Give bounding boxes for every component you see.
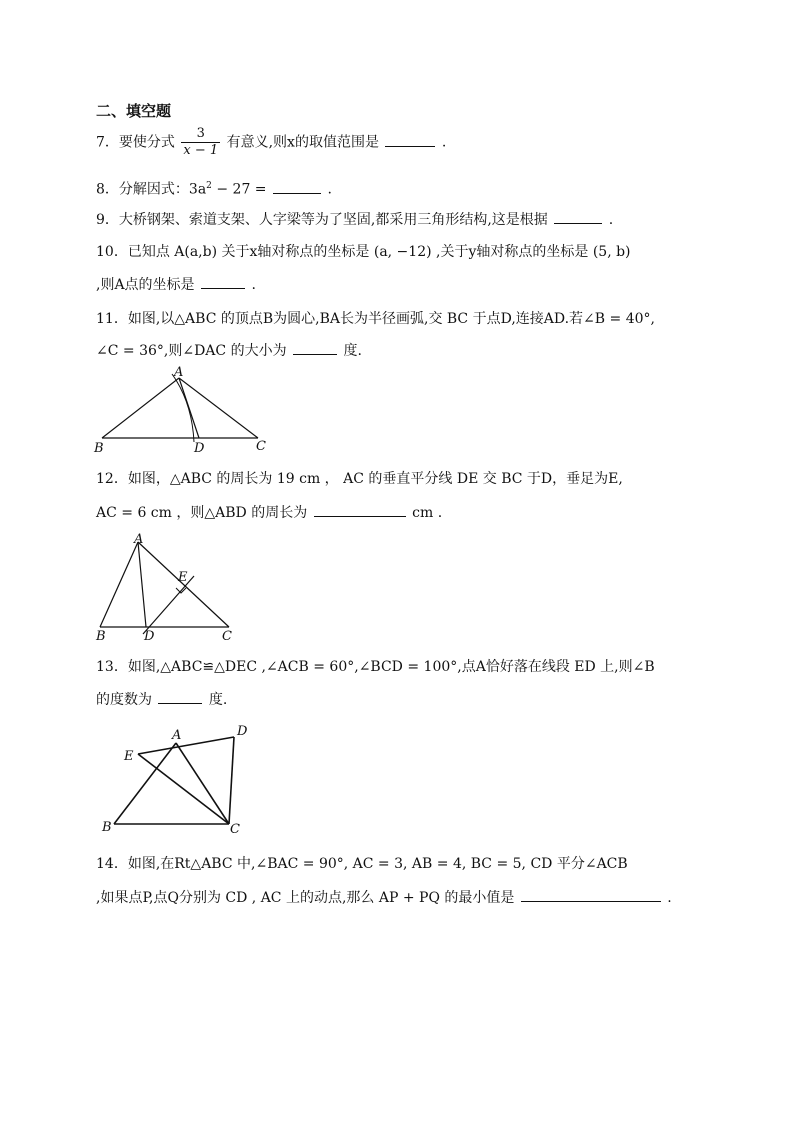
- fig12-label-d: D: [144, 629, 155, 644]
- fig12-label-e: E: [178, 570, 188, 585]
- question-14-line-2: [96, 887, 672, 908]
- fig12-label-b: B: [96, 629, 106, 644]
- question-11-line-1: 11．如图,以△ABC 的顶点B为圆心,BA长为半径画弧,交 BC 于点D,连接AD.若∠B = 40°,: [96, 311, 655, 327]
- fig11-label-c: C: [256, 439, 266, 454]
- fig13-label-c: C: [230, 822, 240, 837]
- q13-text: 的度数为: [96, 692, 152, 708]
- q14-text: ,如果点P,点Q分别为 CD , AC 上的动点,那么 AP + PQ 的最小值是: [96, 890, 515, 906]
- question-14-line-1: 14．如图,在Rt△ABC 中,∠BAC = 90°, AC = 3, AB = 4, BC = 5, CD 平分∠ACB: [96, 856, 628, 872]
- q12-end: cm .: [412, 505, 443, 521]
- fig13-label-a: A: [172, 728, 182, 743]
- fig13-label-e: E: [124, 749, 134, 764]
- fig11-label-b: B: [94, 441, 104, 456]
- q11-text: ∠C = 36°,则∠DAC 的大小为: [96, 343, 287, 359]
- fraction-denominator: x − 1: [183, 143, 219, 158]
- question-12-line-2: [96, 502, 442, 523]
- fig12-label-c: C: [222, 629, 232, 644]
- fraction-numerator: 3: [181, 126, 220, 143]
- q8-exponent: 2: [206, 181, 212, 191]
- fig11-label-a: A: [174, 366, 184, 380]
- fig13-label-d: D: [237, 724, 248, 739]
- q7-end: .: [441, 134, 447, 151]
- q7-text-post: 有意义,则x的取值范围是: [226, 134, 379, 151]
- question-13-line-2: [96, 689, 227, 710]
- section-title: 二、填空题: [96, 102, 172, 120]
- q11-end: 度.: [343, 343, 362, 359]
- answer-blank-8[interactable]: [273, 179, 321, 194]
- q10-end: .: [251, 277, 256, 293]
- question-10-line-1: 10．已知点 A(a,b) 关于x轴对称点的坐标是 (a, −12) ,关于y轴对称点的坐标是 (5, b): [96, 244, 631, 260]
- fig13-label-b: B: [102, 820, 112, 835]
- figure-13: [96, 718, 266, 840]
- answer-blank-10[interactable]: [201, 274, 245, 289]
- answer-blank-12[interactable]: [314, 502, 406, 517]
- fig12-label-a: A: [134, 532, 144, 547]
- answer-blank-14[interactable]: [521, 887, 661, 902]
- answer-blank-9[interactable]: [554, 209, 602, 224]
- q13-end: 度.: [208, 692, 228, 708]
- figure-11: [90, 366, 280, 458]
- question-13-line-1: 13．如图,△ABC≌△DEC ,∠ACB = 60°,∠BCD = 100°,点A恰好落在线段 ED 上,则∠B: [96, 659, 655, 675]
- q8-end: .: [327, 181, 332, 198]
- q9-end: .: [608, 212, 614, 228]
- question-8: [96, 176, 332, 200]
- fraction: [181, 126, 220, 159]
- answer-blank-7[interactable]: [385, 132, 435, 147]
- q9-text: 9．大桥钢架、索道支架、人字梁等为了坚固,都采用三角形结构,这是根据: [96, 212, 548, 228]
- figure-12: [90, 530, 250, 645]
- q14-end: .: [667, 890, 672, 906]
- question-10-line-2: [96, 274, 256, 295]
- q12-text: AC = 6 cm ，则△ABD 的周长为: [96, 505, 308, 521]
- q8-text: 8．分解因式：3a: [96, 181, 207, 198]
- q10-text: ,则A点的坐标是: [96, 277, 195, 293]
- answer-blank-13[interactable]: [158, 689, 202, 704]
- q8-text-post: − 27 =: [211, 181, 267, 198]
- q7-text: 7．要使分式: [96, 134, 175, 151]
- answer-blank-11[interactable]: [293, 340, 337, 355]
- question-12-line-1: 12．如图，△ABC 的周长为 19 cm ， AC 的垂直平分线 DE 交 BC 于D，垂足为E,: [96, 471, 623, 487]
- question-9: [96, 209, 613, 230]
- question-7: [96, 126, 446, 159]
- question-11-line-2: [96, 340, 362, 361]
- fig11-label-d: D: [194, 441, 205, 456]
